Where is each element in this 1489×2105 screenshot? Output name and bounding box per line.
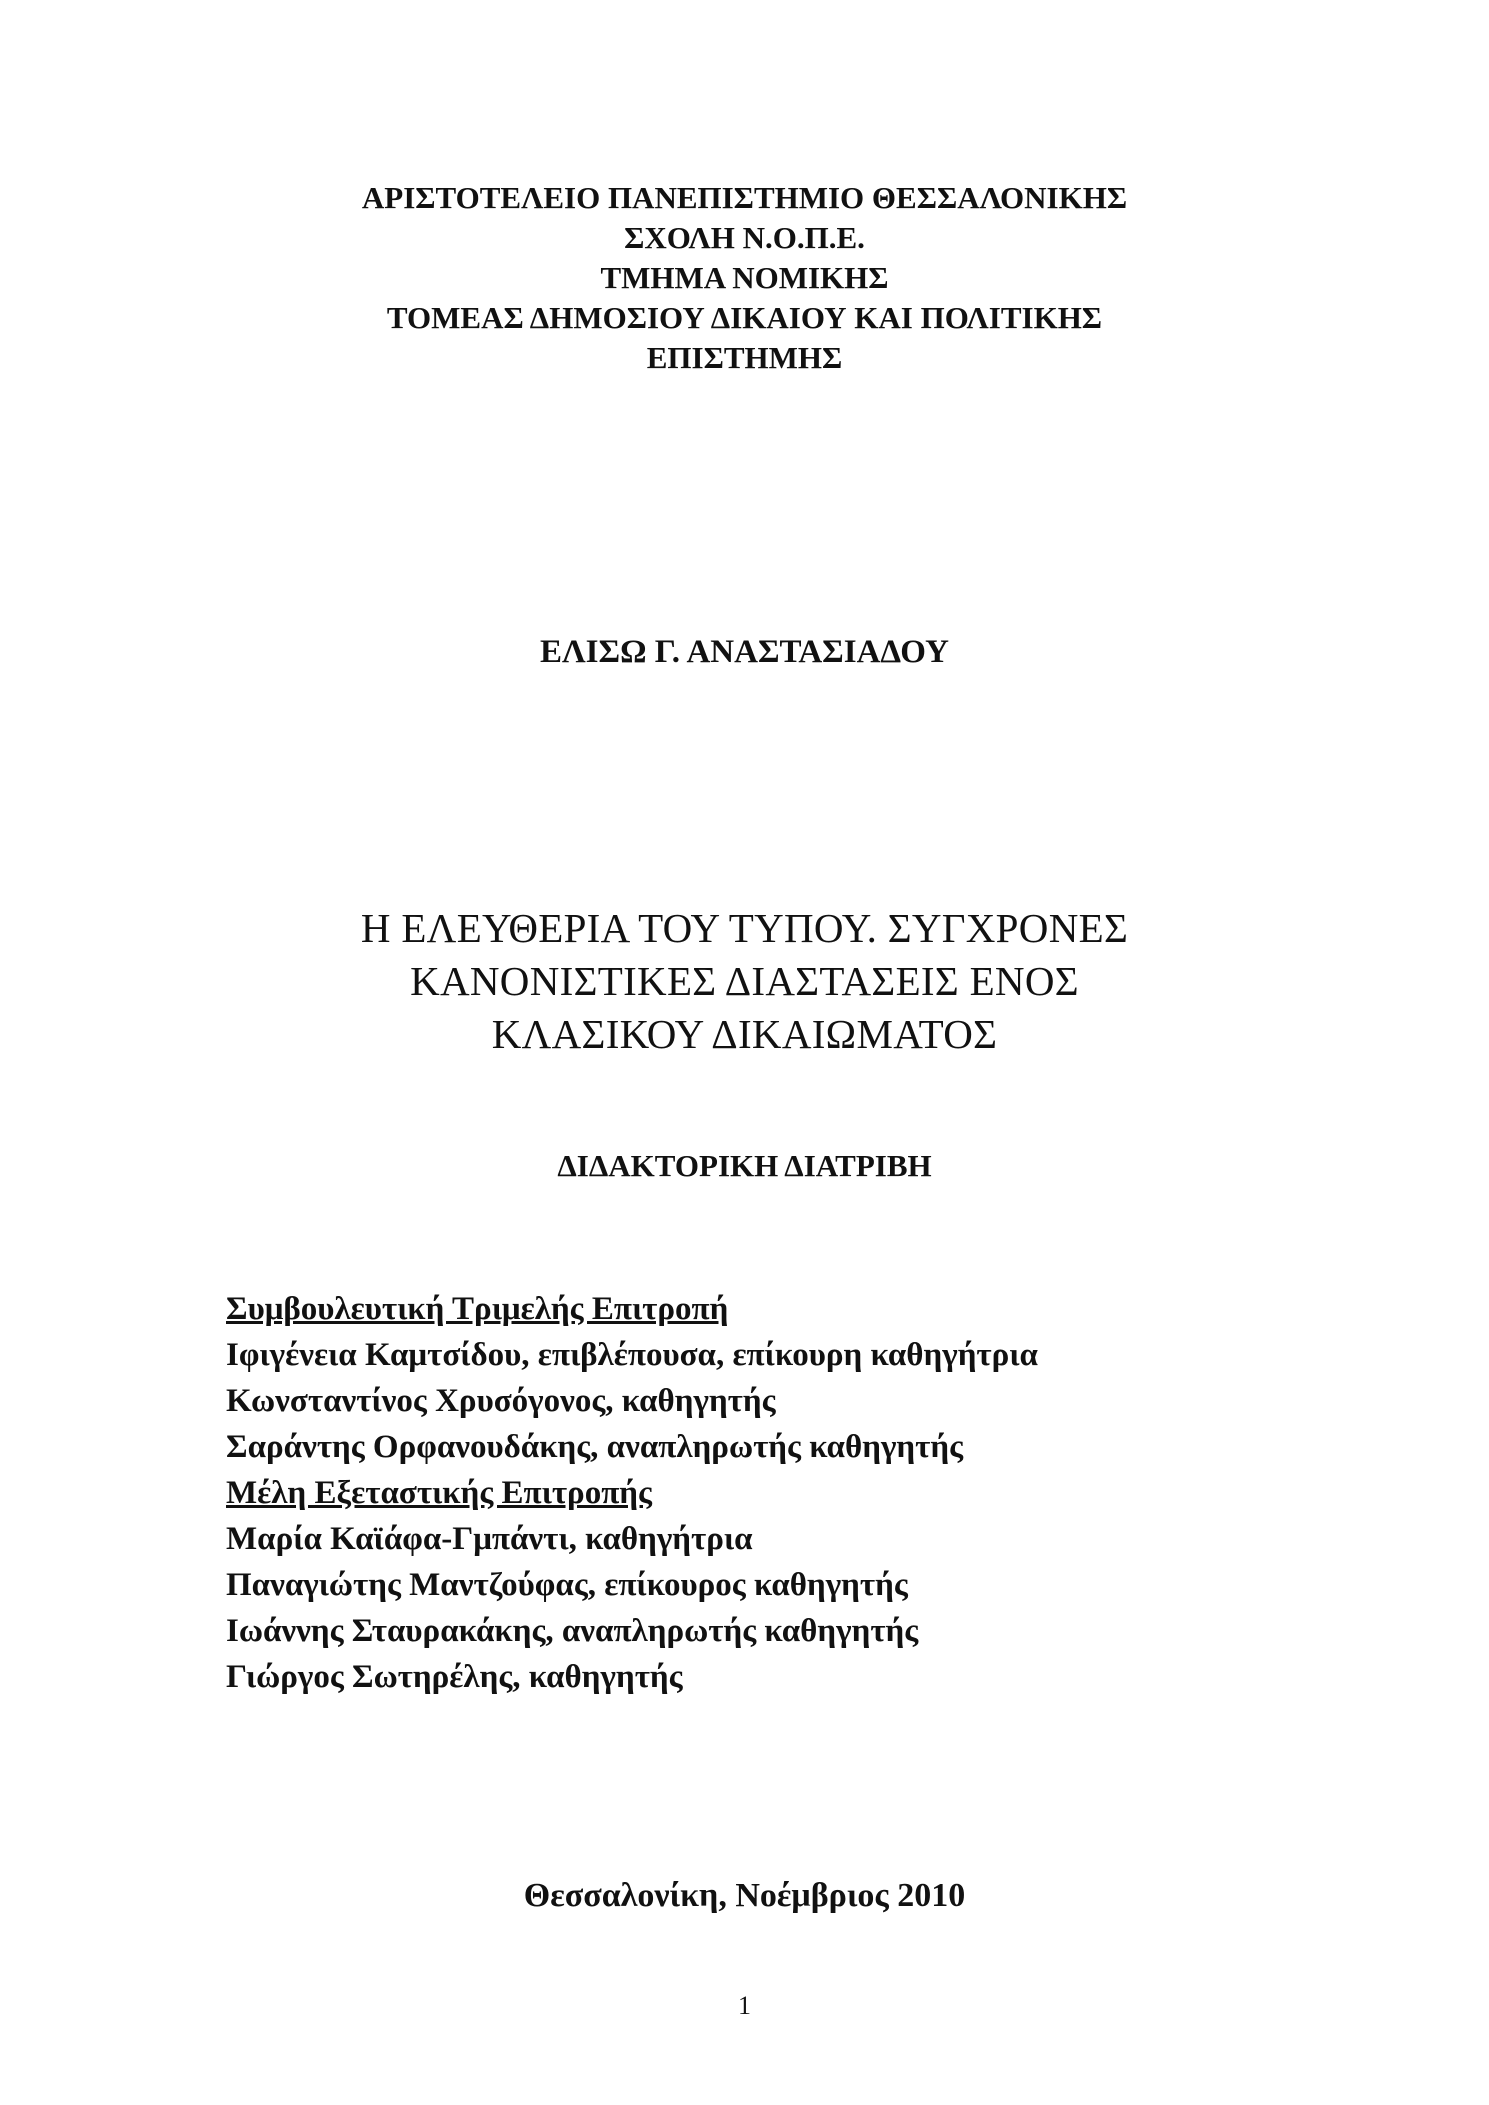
department-name: ΤΜΗΜΑ ΝΟΜΙΚΗΣ — [600, 260, 889, 295]
thesis-title — [0, 902, 1489, 1061]
committee-member: Σαράντης Ορφανουδάκης, αναπληρωτής καθηγητής — [226, 1429, 963, 1465]
committee-member: Ιωάννης Σταυρακάκης, αναπληρωτής καθηγητής — [226, 1613, 919, 1649]
committee-member: Ιφιγένεια Καμτσίδου, επιβλέπουσα, επίκουρη καθηγήτρια — [226, 1337, 1038, 1373]
examination-committee-heading: Μέλη Εξεταστικής Επιτροπής — [226, 1475, 652, 1511]
committee-member: Κωνσταντίνος Χρυσόγονος, καθηγητής — [226, 1383, 776, 1419]
committee-member: Παναγιώτης Μαντζούφας, επίκουρος καθηγητής — [226, 1567, 908, 1603]
sector-name: ΤΟΜΕΑΣ ΔΗΜΟΣΙΟΥ ΔΙΚΑΙΟΥ ΚΑΙ ΠΟΛΙΤΙΚΗΣ — [386, 300, 1103, 335]
sector-name-continued: ΕΠΙΣΤΗΜΗΣ — [646, 340, 843, 375]
thesis-title-line: ΚΛΑΣΙΚΟΥ ΔΙΚΑΙΩΜΑΤΟΣ — [491, 1011, 998, 1057]
institution-header — [0, 178, 1489, 378]
advisory-committee-heading: Συμβουλευτική Τριμελής Επιτροπή — [226, 1291, 729, 1327]
thesis-title-line: ΚΑΝΟΝΙΣΤΙΚΕΣ ΔΙΑΣΤΑΣΕΙΣ ΕΝΟΣ — [410, 958, 1079, 1004]
document-type: ΔΙΔΑΚΤΟΡΙΚΗ ΔΙΑΤΡΙΒΗ — [557, 1148, 932, 1183]
committees-block — [226, 1286, 1326, 1700]
university-name: ΑΡΙΣΤΟΤΕΛΕΙΟ ΠΑΝΕΠΙΣΤΗΜΙΟ ΘΕΣΣΑΛΟΝΙΚΗΣ — [361, 180, 1128, 215]
committee-member: Γιώργος Σωτηρέλης, καθηγητής — [226, 1659, 683, 1695]
school-name: ΣΧΟΛΗ Ν.Ο.Π.Ε. — [624, 220, 865, 255]
thesis-title-line: Η ΕΛΕΥΘΕΡΙΑ ΤΟΥ ΤΥΠΟΥ. ΣΥΓΧΡΟΝΕΣ — [360, 905, 1129, 951]
place-and-date: Θεσσαλονίκη, Νοέμβριος 2010 — [523, 1877, 966, 1914]
author-name: ΕΛΙΣΩ Γ. ΑΝΑΣΤΑΣΙΑΔΟΥ — [540, 634, 949, 670]
committee-member: Μαρία Καϊάφα-Γμπάντι, καθηγήτρια — [226, 1521, 753, 1557]
page-number: 1 — [738, 1991, 751, 2020]
